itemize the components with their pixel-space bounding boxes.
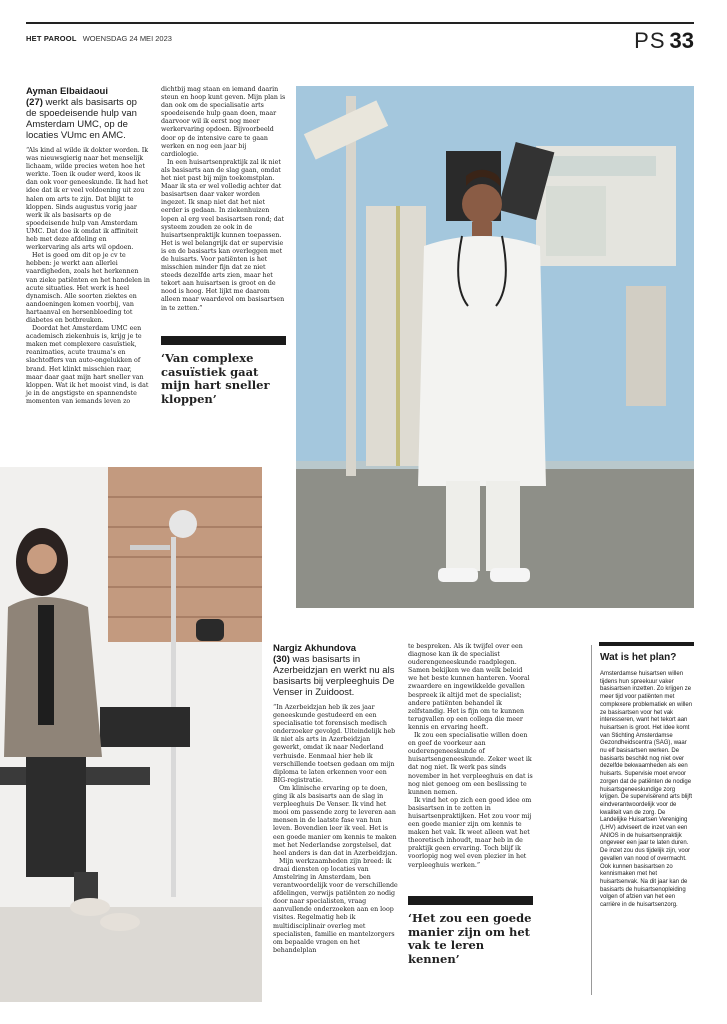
- sidebar-divider: [591, 645, 592, 995]
- body-paragraph: Het is goed om dit op je cv te hebben: je werkt aan allerlei vaardigheden, zoals het herkennen van zieke patiënten en het handelen in acute situaties. Het werk is heel dynamisch. Alle soorten ziektes en aandoeningen komen voorbij, van hartaanval en hersenbloeding tot diabetes en botbreuken.: [26, 252, 150, 324]
- pullquote1: ‘Van complexe casuïstiek gaat mijn hart sneller kloppen’: [161, 351, 270, 406]
- body-paragraph: Ik vind het op zich een goed idee om basisartsen in te zetten in huisartsenpraktijken. Het zou voor mij een goede manier zijn om kennis te maken het vak. Ik weet alleen wat het theoretisch inhoudt, maar heb in de praktijk geen ervaring. Toch blijf ik voorlopig nog wel even plezier in het verpleeghuis werken.”: [408, 796, 532, 869]
- article1-column1: [26, 86, 150, 406]
- article2-column1: [273, 643, 398, 955]
- article1-age: (27): [26, 97, 43, 108]
- sidebar-title: Wat is het plan?: [600, 652, 677, 663]
- article2-intro-text: was basisarts in Azerbeidzjan en werkt nu als basisarts bij verpleeghuis De Venser in Zuidoost.: [273, 654, 395, 698]
- sidebar-text: Amsterdamse huisartsen willen tijdens hun spreekuur vaker basisartsen inzetten. Zo krijgen ze meer tijd voor patiënten met complexere problematiek en willen ze basisartsen voor het vak interesseren, want het tekort aan huisartsen is groot. Het idee komt van Stichting Amsterdamse Gezondheidscentra (SAG), waar nu elf basisartsen werken. De basisarts beschikt nog niet over dezelfde bekwaamheden als een huisarts. Supervisie moet ervoor zorgen dat de patiënten de nodige huisartsgeneeskundige zorg krijgen. De supervisërend arts blijft eindverantwoordelijk voor de kwaliteit van de zorg. De Landelijke Huisartsen Vereniging (LHV) adviseert de inzet van een ANIOS in de huisartsenpraktijk ongeveer een jaar te laten duren. De inzet zou dus tijdelijk zijn, voor gevallen van nood of overmacht. Ook kunnen basisartsen zo kennismaken met het huisartsenvak. Na dit jaar kan de basisarts de huisartsenopleiding volgen of afzien van het een carrière in de huisartsenzorg.: [600, 671, 693, 909]
- article2-name: Nargiz Akhundova: [273, 643, 357, 654]
- section-label: PS: [634, 28, 666, 53]
- masthead: [26, 34, 172, 43]
- body-paragraph: “Als kind al wilde ik dokter worden. Ik was nieuwsgierig naar het menselijk lichaam, wilde precies weten hoe het werkte. Toen ik ouder werd, koos ik dan ook voor geneeskunde. Ik had het idee dat ik er veel voldoening uit zou halen om arts te zijn. Dat blijkt te kloppen. Sinds augustus vorig jaar werk ik als basisarts op de spoedeisende hulp van Amsterdam UMC. Dat doe ik omdat ik affiniteit heb met deze afdeling en werkervaring als arts wil opdoen.: [26, 147, 149, 252]
- body-paragraph: Om klinische ervaring op te doen, ging ik als basisarts aan de slag in verpleeghuis De Venser. Ik vind het mooi om passende zorg te leveren aan mensen in de laatste fase van hun leven. Bovendien leer ik veel. Het is een goede manier om kennis te maken met het Nederlandse zorgstelsel, dat heel anders is dan dat in Azerbeidzjan.: [273, 784, 398, 857]
- body-paragraph: In een huisartsenpraktijk zal ik niet als basisarts aan de slag gaan, omdat het niet past bij mijn toekomstplan. Maar ik sta er wel volledig achter dat basisartsen daar vaker worden ingezet. Ik snap niet dat het niet eerder is gedaan. In ziekenhuizen lopen al erg veel basisartsen rond; dat systeem zouden ze ook in de huisartsenpraktijk kunnen toepassen. Het is wel belangrijk dat er supervisie is en de basisarts kan overleggen met de huisarts. Voor patiënten is het misschien minder fijn dat ze niet steeds dezelfde arts zien, maar het tekort aan huisartsen is groot en de nood is hoog. Het lijkt me daarom alleen maar waardevol om basisartsen in te zetten.”: [161, 158, 285, 312]
- page-number: 33: [669, 28, 694, 53]
- pullquote2-rule: [408, 896, 533, 905]
- photo-nargiz: [0, 467, 262, 1002]
- article2-intro: [273, 643, 398, 698]
- body-paragraph: Mijn werkzaamheden zijn breed: ik draai diensten op locaties van Amstelring in Amsterdam, ben verantwoordelijk voor de verschillende afdelingen, verwijs patiënten zo nodig door naar specialisten, vraag aanvullende onderzoeken aan en loop visites. Regelmatig heb ik multidisciplinair overleg met specialisten, familie en mantelzorgers om bepaalde vragen en het behandelplan: [273, 857, 398, 954]
- issue-date: WOENSDAG 24 MEI 2023: [82, 34, 172, 43]
- article1-name: Ayman Elbaidaoui: [26, 86, 108, 97]
- body-paragraph: dichtbij mag staan en iemand daarin steun en hoop kunt geven. Mijn plan is dan ook om de specialisatie arts spoedeisende hulp gaan doen, maar daarvoor wil ik eerst nog meer werkervaring opdoen. Bijvoorbeeld door op de intensive care te gaan werken en nog een jaar bij cardiologie.: [161, 86, 286, 158]
- newspaper-brand: HET PAROOL: [26, 34, 77, 43]
- body-paragraph: Ik zou een specialisatie willen doen en geef de voorkeur aan ouderengeneeskunde of huisartsengeneeskunde. Zeker weet ik dat nog niet. Ik werk pas sinds november in het verpleeghuis en dat is nog niet genoeg om een beslissing te kunnen nemen.: [408, 732, 533, 796]
- page-section: [634, 28, 694, 54]
- body-paragraph: “In Azerbeidzjan heb ik zes jaar geneeskunde gestudeerd en een specialisatie tot forensisch medisch onderzoeker gevolgd. Uiteindelijk heb ik niet als arts in Azerbeidzjan gewerkt, omdat ik naar Nederland verhuisde. Eenmaal hier heb ik verschillende toetsen gedaan om mijn diploma te laten erkennen voor een BIG-registratie.: [273, 704, 396, 784]
- pullquote2: ‘Het zou een goede manier zijn om het vak te leren kennen’: [408, 911, 532, 966]
- body-paragraph: Doordat het Amsterdam UMC een academisch ziekenhuis is, krijg je te maken met complexere casuïstiek, reanimaties, acute trauma’s en slachtoffers van auto-ongelukken of brand. Het klinkt misschien raar, maar daar gaat mijn hart sneller van kloppen. Wat ik het mooist vind, is dat je in de angstigste en spannendste momenten van iemands leven zo: [26, 325, 149, 405]
- article1-column2: [161, 86, 286, 313]
- sidebar-rule: [599, 642, 694, 646]
- article2-column2: [408, 643, 533, 870]
- pullquote1-rule: [161, 336, 286, 345]
- article2-age: (30): [273, 654, 290, 665]
- article1-intro: [26, 86, 150, 141]
- photo-ayman: [296, 86, 694, 608]
- top-rule: [26, 22, 694, 24]
- body-paragraph: te bespreken. Als ik twijfel over een diagnose kan ik de specialist ouderengeneeskunde raadplegen. Samen bekijken we dan welk beleid we het beste kunnen hanteren. Vooral zwaardere en ingewikkelde gevallen bespreek ik altijd met de specialist; andere patiënten behandel ik zelfstandig. Het is fijn om te kunnen terugvallen op een collega die meer kennis en ervaring heeft.: [408, 643, 530, 731]
- article1-intro-text: werkt als basisarts op de spoedeisende hulp van Amsterdam UMC, op de locaties VUmc en AMC.: [26, 97, 137, 141]
